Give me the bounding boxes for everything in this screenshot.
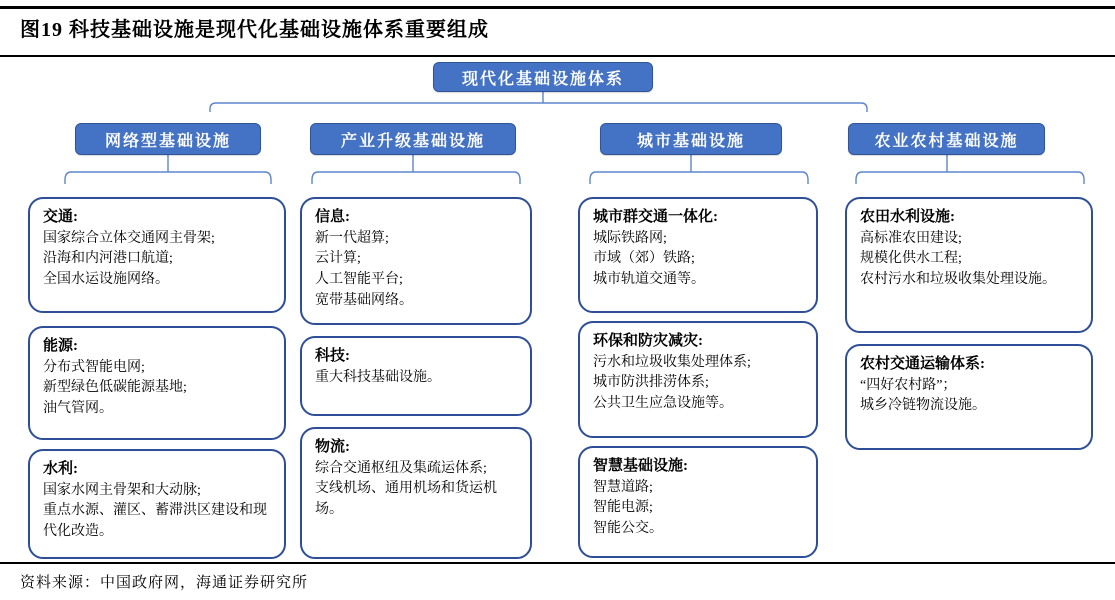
box-heading: 科技:	[315, 348, 350, 364]
box-line: 支线机场、通用机场和货运机场。	[315, 481, 497, 517]
source-note: 资料来源：中国政府网，海通证券研究所	[20, 575, 309, 591]
box-line: 云计算;	[315, 251, 361, 267]
box-line: 智能电源;	[593, 500, 653, 516]
top-rule	[0, 6, 1115, 9]
box-heading: 交通:	[43, 209, 78, 225]
content-box-smart-infrastructure	[578, 446, 818, 558]
box-line: 智慧道路;	[593, 479, 653, 495]
box-line: 分布式智能电网;	[43, 359, 145, 375]
title-underline-rule	[0, 55, 1115, 57]
branch-header-urban: 城市基础设施	[600, 123, 782, 155]
box-line: 人工智能平台;	[315, 271, 403, 287]
box-heading: 智慧基础设施:	[593, 458, 688, 474]
content-box-farmland-water	[845, 197, 1093, 333]
box-line: 城乡冷链物流设施。	[860, 398, 986, 414]
box-line: 污水和垃圾收集处理体系;	[593, 354, 751, 370]
box-heading: 信息:	[315, 209, 350, 225]
box-line: 新一代超算;	[315, 230, 389, 246]
content-box-scitech	[300, 336, 532, 416]
box-line: 市域（郊）铁路;	[593, 251, 695, 267]
content-box-transport	[28, 197, 286, 313]
box-heading: 物流:	[315, 439, 350, 455]
box-heading: 水利:	[43, 461, 78, 477]
box-line: 城市防洪排涝体系;	[593, 375, 709, 391]
box-line: 综合交通枢纽及集疏运体系;	[315, 460, 487, 476]
box-line: “四好农村路”；	[860, 377, 957, 393]
content-box-citycluster-transport	[578, 197, 818, 313]
box-line: 重点水源、灌区、蓄滞洪区建设和现代化改造。	[43, 503, 267, 539]
branch-header-rural: 农业农村基础设施	[848, 123, 1045, 155]
box-heading: 环保和防灾减灾:	[593, 333, 703, 349]
box-heading: 能源:	[43, 338, 78, 354]
box-line: 宽带基础网络。	[315, 292, 413, 308]
box-heading: 城市群交通一体化:	[593, 209, 718, 225]
box-line: 智能公交。	[593, 520, 663, 536]
branch-header-industry-upgrade: 产业升级基础设施	[310, 123, 516, 155]
box-line: 沿海和内河港口航道;	[43, 251, 173, 267]
box-line: 公共卫生应急设施等。	[593, 395, 733, 411]
box-line: 国家综合立体交通网主骨架;	[43, 230, 215, 246]
content-box-environment-disaster	[578, 321, 818, 438]
content-box-logistics	[300, 427, 532, 559]
box-line: 规模化供水工程;	[860, 251, 962, 267]
root-node: 现代化基础设施体系	[433, 62, 653, 92]
box-line: 农村污水和垃圾收集处理设施。	[860, 271, 1056, 287]
box-line: 重大科技基础设施。	[315, 369, 441, 385]
box-line: 高标准农田建设;	[860, 230, 962, 246]
content-box-energy	[28, 326, 286, 440]
figure-title: 图19 科技基础设施是现代化基础设施体系重要组成	[20, 19, 489, 41]
box-line: 新型绿色低碳能源基地;	[43, 380, 187, 396]
box-line: 国家水网主骨架和大动脉;	[43, 482, 201, 498]
box-heading: 农村交通运输体系:	[860, 356, 985, 372]
box-line: 城市轨道交通等。	[593, 271, 705, 287]
box-line: 全国水运设施网络。	[43, 271, 169, 287]
box-line: 油气管网。	[43, 400, 113, 416]
box-line: 城际铁路网;	[593, 230, 667, 246]
content-box-information	[300, 197, 532, 325]
bottom-rule	[0, 562, 1115, 564]
content-box-water	[28, 449, 286, 559]
box-heading: 农田水利设施:	[860, 209, 955, 225]
content-box-rural-transport	[845, 344, 1093, 450]
branch-header-network: 网络型基础设施	[75, 123, 261, 155]
